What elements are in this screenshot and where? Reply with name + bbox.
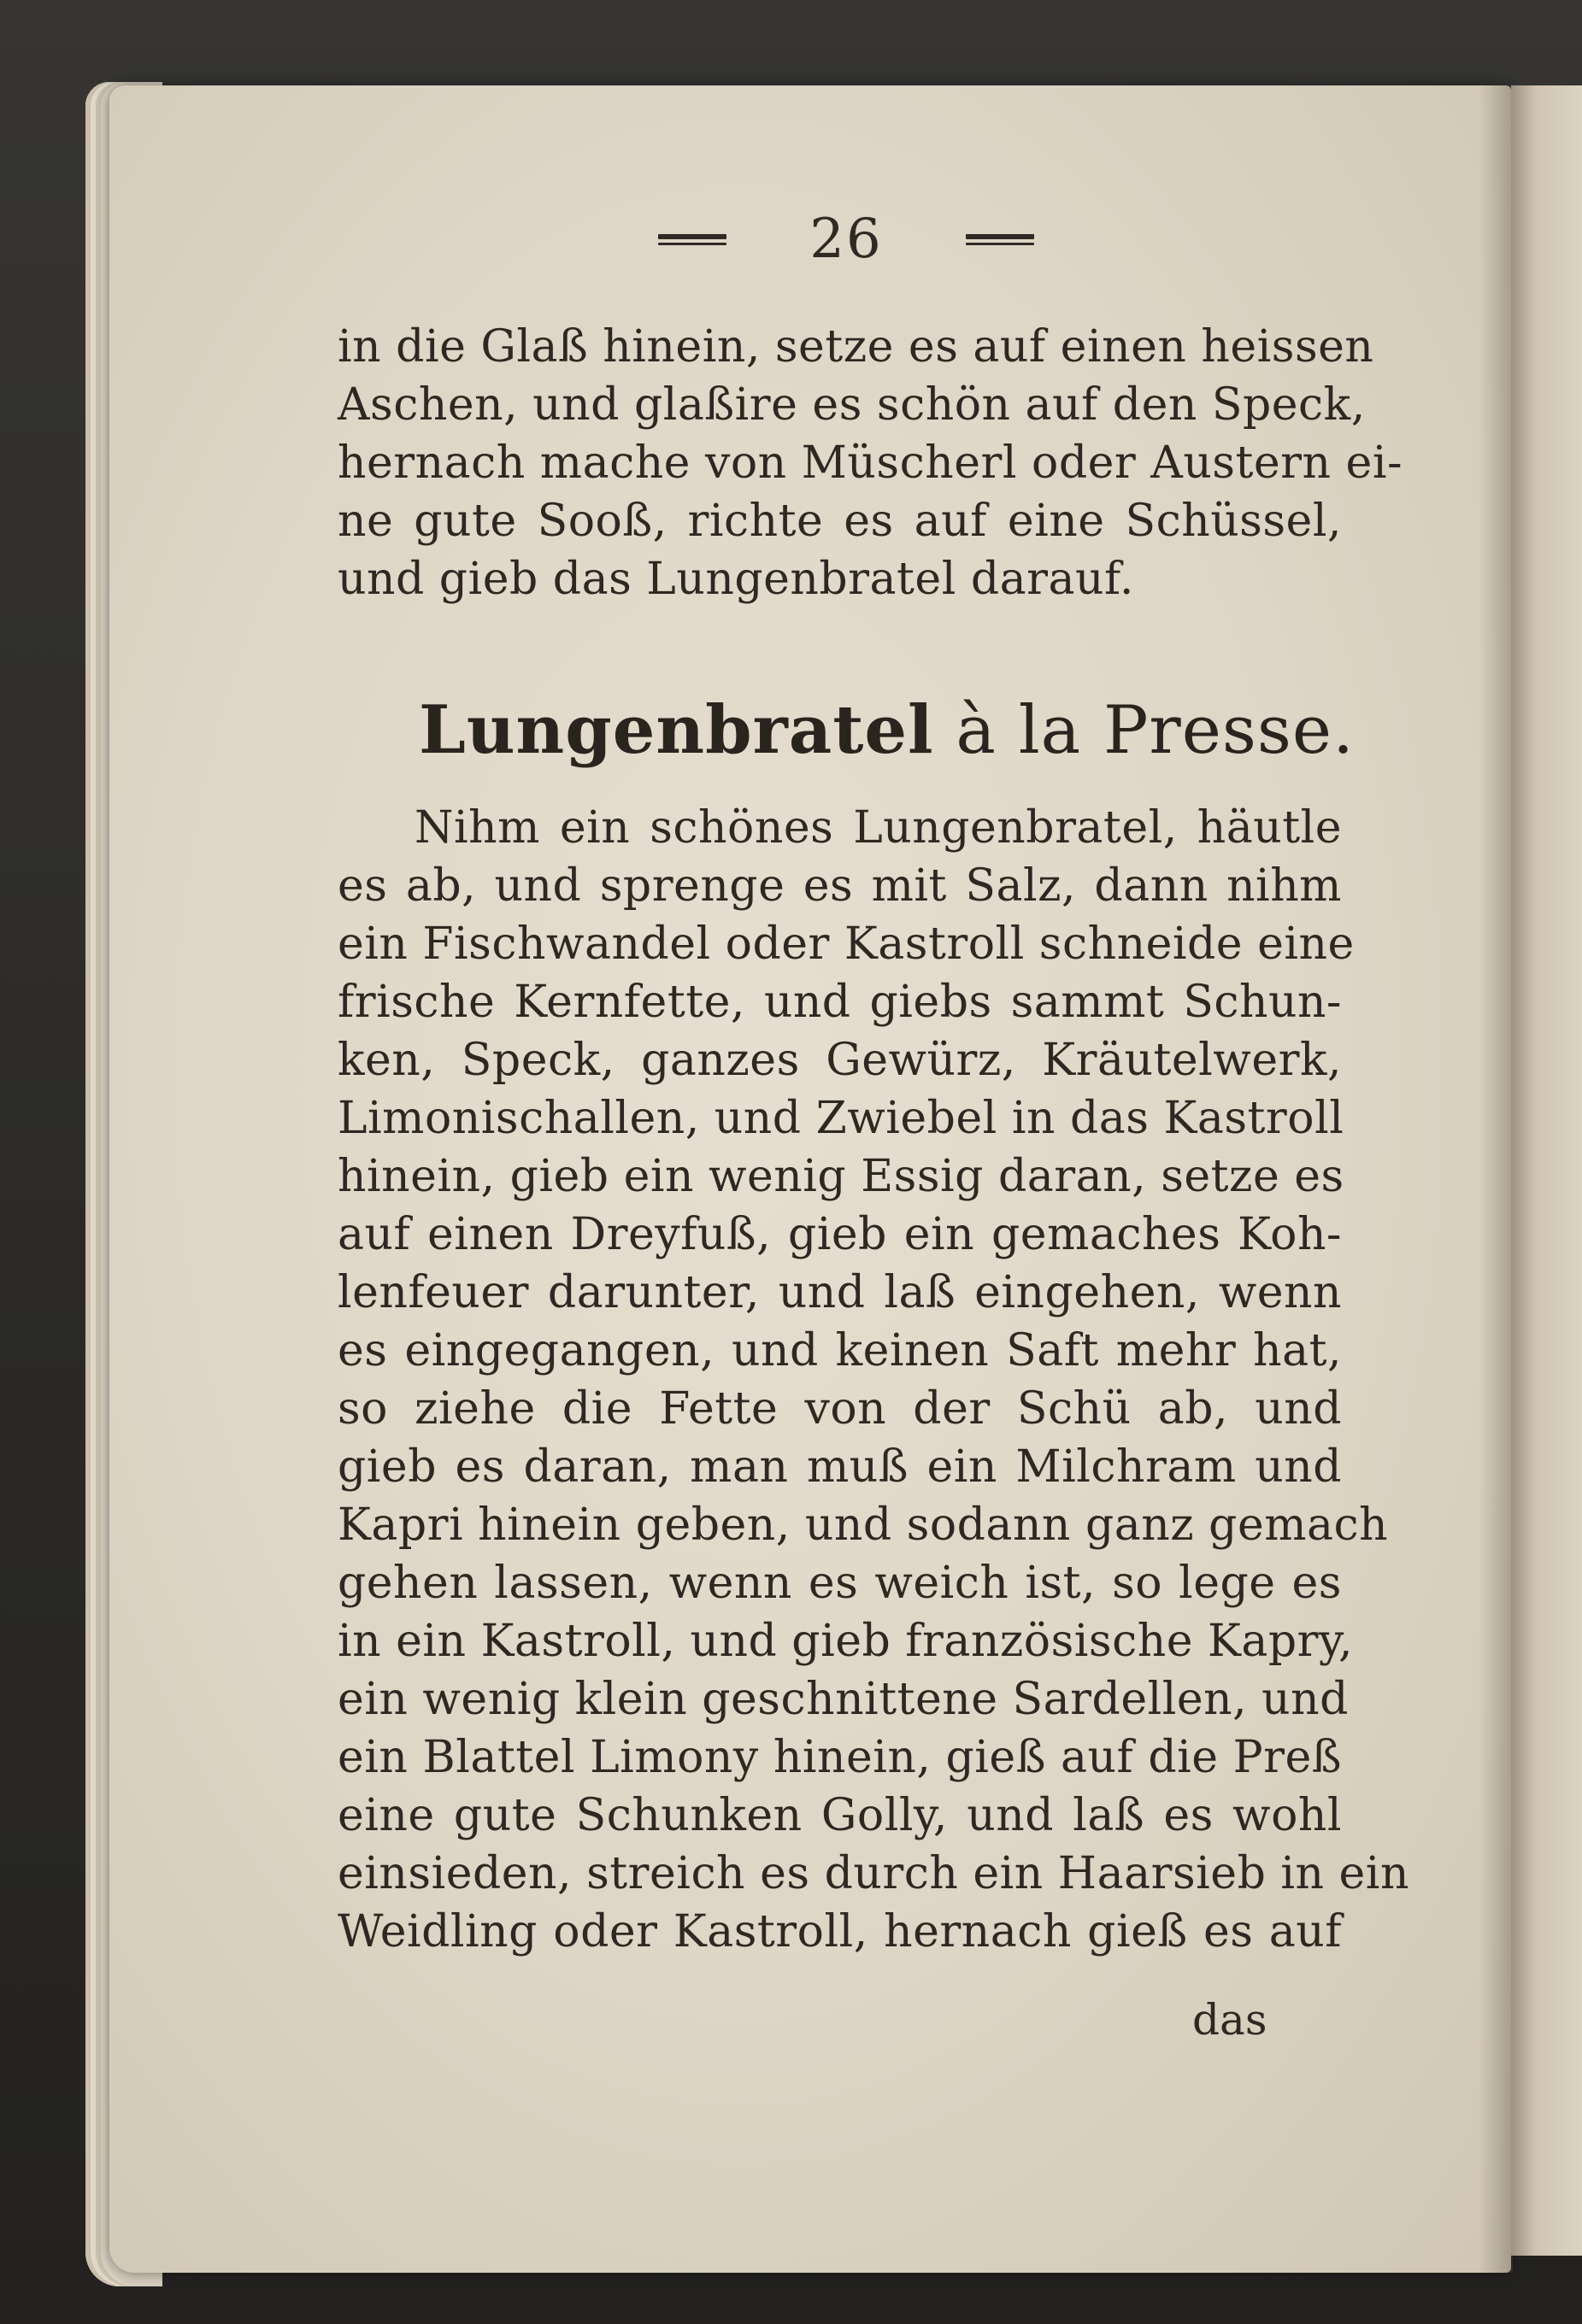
text-line: auf einen Dreyfuß, gieb ein gemaches Koh- xyxy=(338,1209,1342,1260)
text-line: Nihm ein schönes Lungenbratel, häutle xyxy=(415,802,1342,854)
left-ornament-icon xyxy=(658,229,726,249)
text-line: ein Fischwandel oder Kastroll schneide eine xyxy=(338,918,1355,970)
heading-latin: à la Presse. xyxy=(956,692,1355,769)
gutter-shadow xyxy=(1479,85,1513,2273)
facing-page-edge xyxy=(1511,85,1582,2256)
text-line: gieb es daran, man muß ein Milchram und xyxy=(338,1441,1342,1493)
recipe-heading xyxy=(419,688,1355,773)
right-ornament-icon xyxy=(966,229,1034,249)
page-number: 26 xyxy=(809,208,883,271)
text-line: es ab, und sprenge es mit Salz, dann nihm xyxy=(338,860,1342,912)
text-line: hinein, gieb ein wenig Essig daran, setze es xyxy=(338,1151,1344,1202)
text-line: Limonischallen, und Zwiebel in das Kastroll xyxy=(338,1093,1344,1144)
text-line: es eingegangen, und keinen Saft mehr hat, xyxy=(338,1325,1342,1376)
text-line: ne gute Sooß, richte es auf eine Schüssel, xyxy=(338,496,1342,547)
text-line: einsieden, streich es durch ein Haarsieb in ein xyxy=(338,1848,1409,1899)
catchword: das xyxy=(1192,1995,1267,2045)
text-line: ein Blattel Limony hinein, gieß auf die Preß xyxy=(338,1732,1342,1783)
text-line: ken, Speck, ganzes Gewürz, Kräutelwerk, xyxy=(338,1035,1342,1086)
page-header xyxy=(658,205,1034,273)
recipe-paragraph xyxy=(338,799,1409,1961)
text-line: in die Glaß hinein, setze es auf einen heissen xyxy=(338,321,1374,373)
heading-fraktur: Lungenbratel xyxy=(419,691,934,769)
text-line: Aschen, und glaßire es schön auf den Speck, xyxy=(338,379,1366,431)
text-line: und gieb das Lungenbratel darauf. xyxy=(338,554,1134,605)
text-line: eine gute Schunken Golly, und laß es wohl xyxy=(338,1790,1342,1841)
top-paragraph xyxy=(338,318,1403,608)
text-line: Weidling oder Kastroll, hernach gieß es auf xyxy=(338,1906,1342,1957)
text-line: frische Kernfette, und giebs sammt Schun- xyxy=(338,977,1342,1028)
text-line: in ein Kastroll, und gieb französische Kapry, xyxy=(338,1616,1354,1667)
text-line: Kapri hinein geben, und sodann ganz gemach xyxy=(338,1499,1389,1551)
text-line: hernach mache von Müscherl oder Austern ei- xyxy=(338,437,1403,489)
text-line: gehen lassen, wenn es weich ist, so lege es xyxy=(338,1558,1342,1609)
text-line: so ziehe die Fette von der Schü ab, und xyxy=(338,1383,1342,1435)
text-line: lenfeuer darunter, und laß eingehen, wenn xyxy=(338,1267,1342,1318)
text-line: ein wenig klein geschnittene Sardellen, und xyxy=(338,1674,1349,1725)
